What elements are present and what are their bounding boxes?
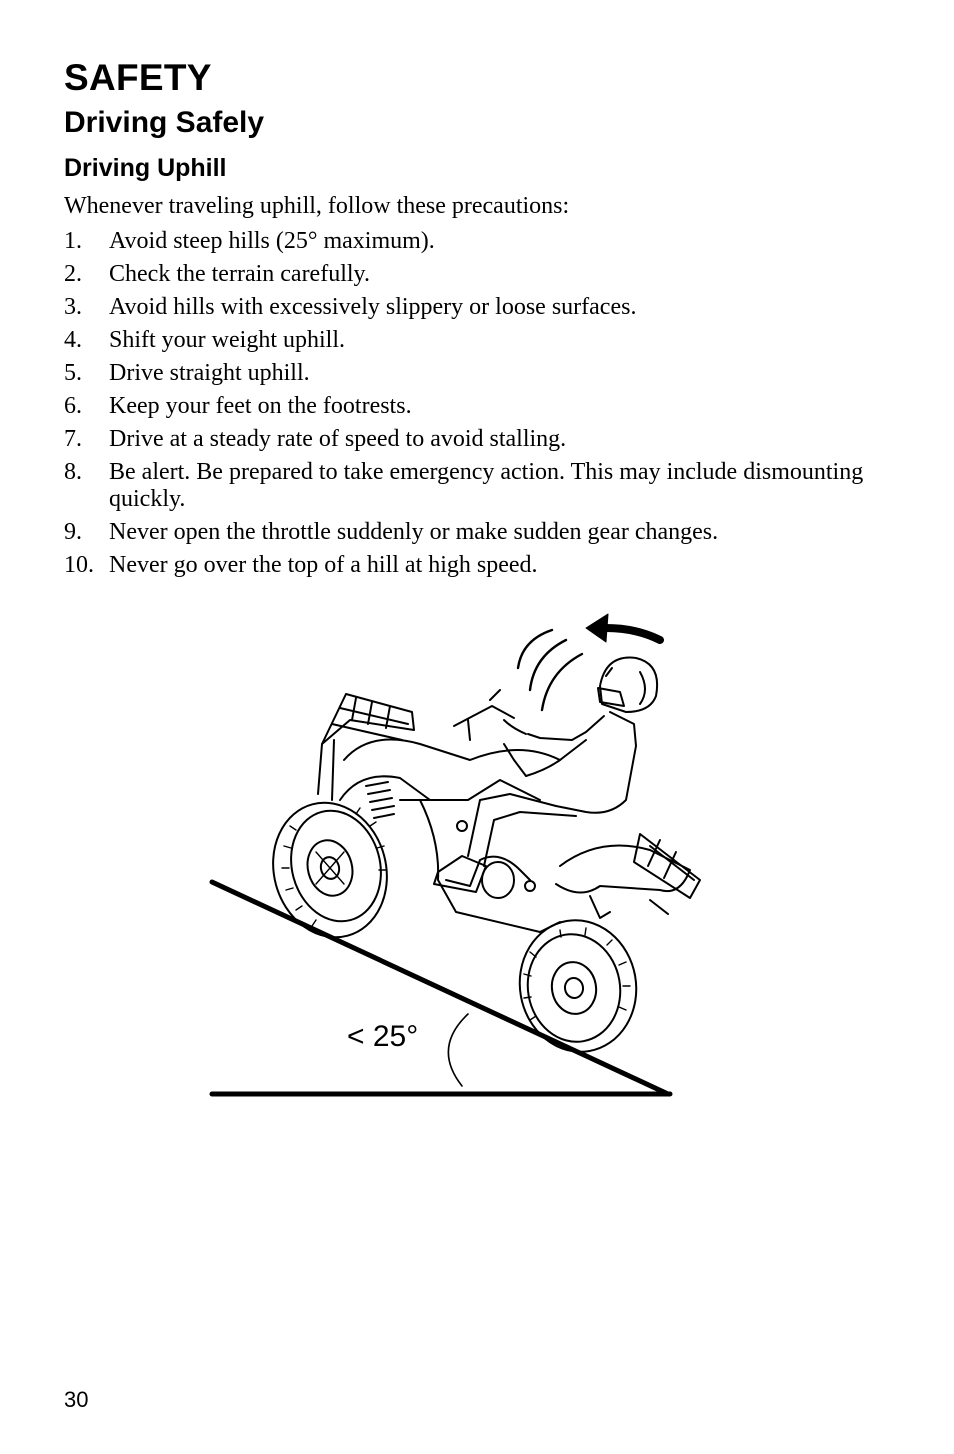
list-item xyxy=(64,552,894,579)
list-item xyxy=(64,228,894,255)
hill-slope xyxy=(212,882,670,1094)
list-item-text: Avoid hills with excessively slippery or loose surfaces. xyxy=(109,294,637,320)
list-item xyxy=(64,459,894,513)
list-item-text: Avoid steep hills (25° maximum). xyxy=(109,228,435,254)
list-item-text: Drive straight uphill. xyxy=(109,360,310,386)
list-item-text: Never open the throttle suddenly or make sudden gear changes. xyxy=(109,519,719,545)
list-item xyxy=(64,519,894,546)
topic-title: Driving Uphill xyxy=(64,154,227,182)
page-number: 30 xyxy=(64,1387,89,1412)
list-item-number: 3. xyxy=(64,294,82,320)
section-title: SAFETY xyxy=(64,57,212,98)
list-item-text: Shift your weight uphill. xyxy=(109,327,345,353)
list-item xyxy=(64,261,894,288)
lean-arrow-icon xyxy=(586,614,660,642)
motion-lines-icon xyxy=(518,630,582,710)
list-item-number: 7. xyxy=(64,426,82,452)
list-item-number: 5. xyxy=(64,360,82,386)
list-item-text: Keep your feet on the footrests. xyxy=(109,393,412,419)
rear-wheel xyxy=(509,911,646,1061)
front-wheel xyxy=(258,790,401,950)
list-item xyxy=(64,426,894,453)
list-item xyxy=(64,327,894,354)
list-item-text: Be alert. Be prepared to take emergency action. This may include dismounting quickly. xyxy=(109,459,864,512)
list-item-number: 9. xyxy=(64,519,82,545)
list-item-number: 6. xyxy=(64,393,82,419)
atv-uphill-illustration xyxy=(200,610,720,1110)
list-item-number: 1. xyxy=(64,228,82,254)
precautions-list xyxy=(64,228,894,585)
intro-text: Whenever traveling uphill, follow these precautions: xyxy=(64,193,570,219)
atv-body xyxy=(318,690,700,932)
list-item-number: 8. xyxy=(64,459,82,485)
subsection-title: Driving Safely xyxy=(64,106,265,139)
list-item xyxy=(64,360,894,387)
list-item-number: 2. xyxy=(64,261,82,287)
list-item-number: 10. xyxy=(64,552,94,578)
list-item-text: Never go over the top of a hill at high speed. xyxy=(109,552,538,578)
list-item-text: Check the terrain carefully. xyxy=(109,261,370,287)
angle-label: < 25° xyxy=(347,1020,419,1053)
list-item xyxy=(64,393,894,420)
list-item xyxy=(64,294,894,321)
list-item-text: Drive at a steady rate of speed to avoid stalling. xyxy=(109,426,567,452)
list-item-number: 4. xyxy=(64,327,82,353)
